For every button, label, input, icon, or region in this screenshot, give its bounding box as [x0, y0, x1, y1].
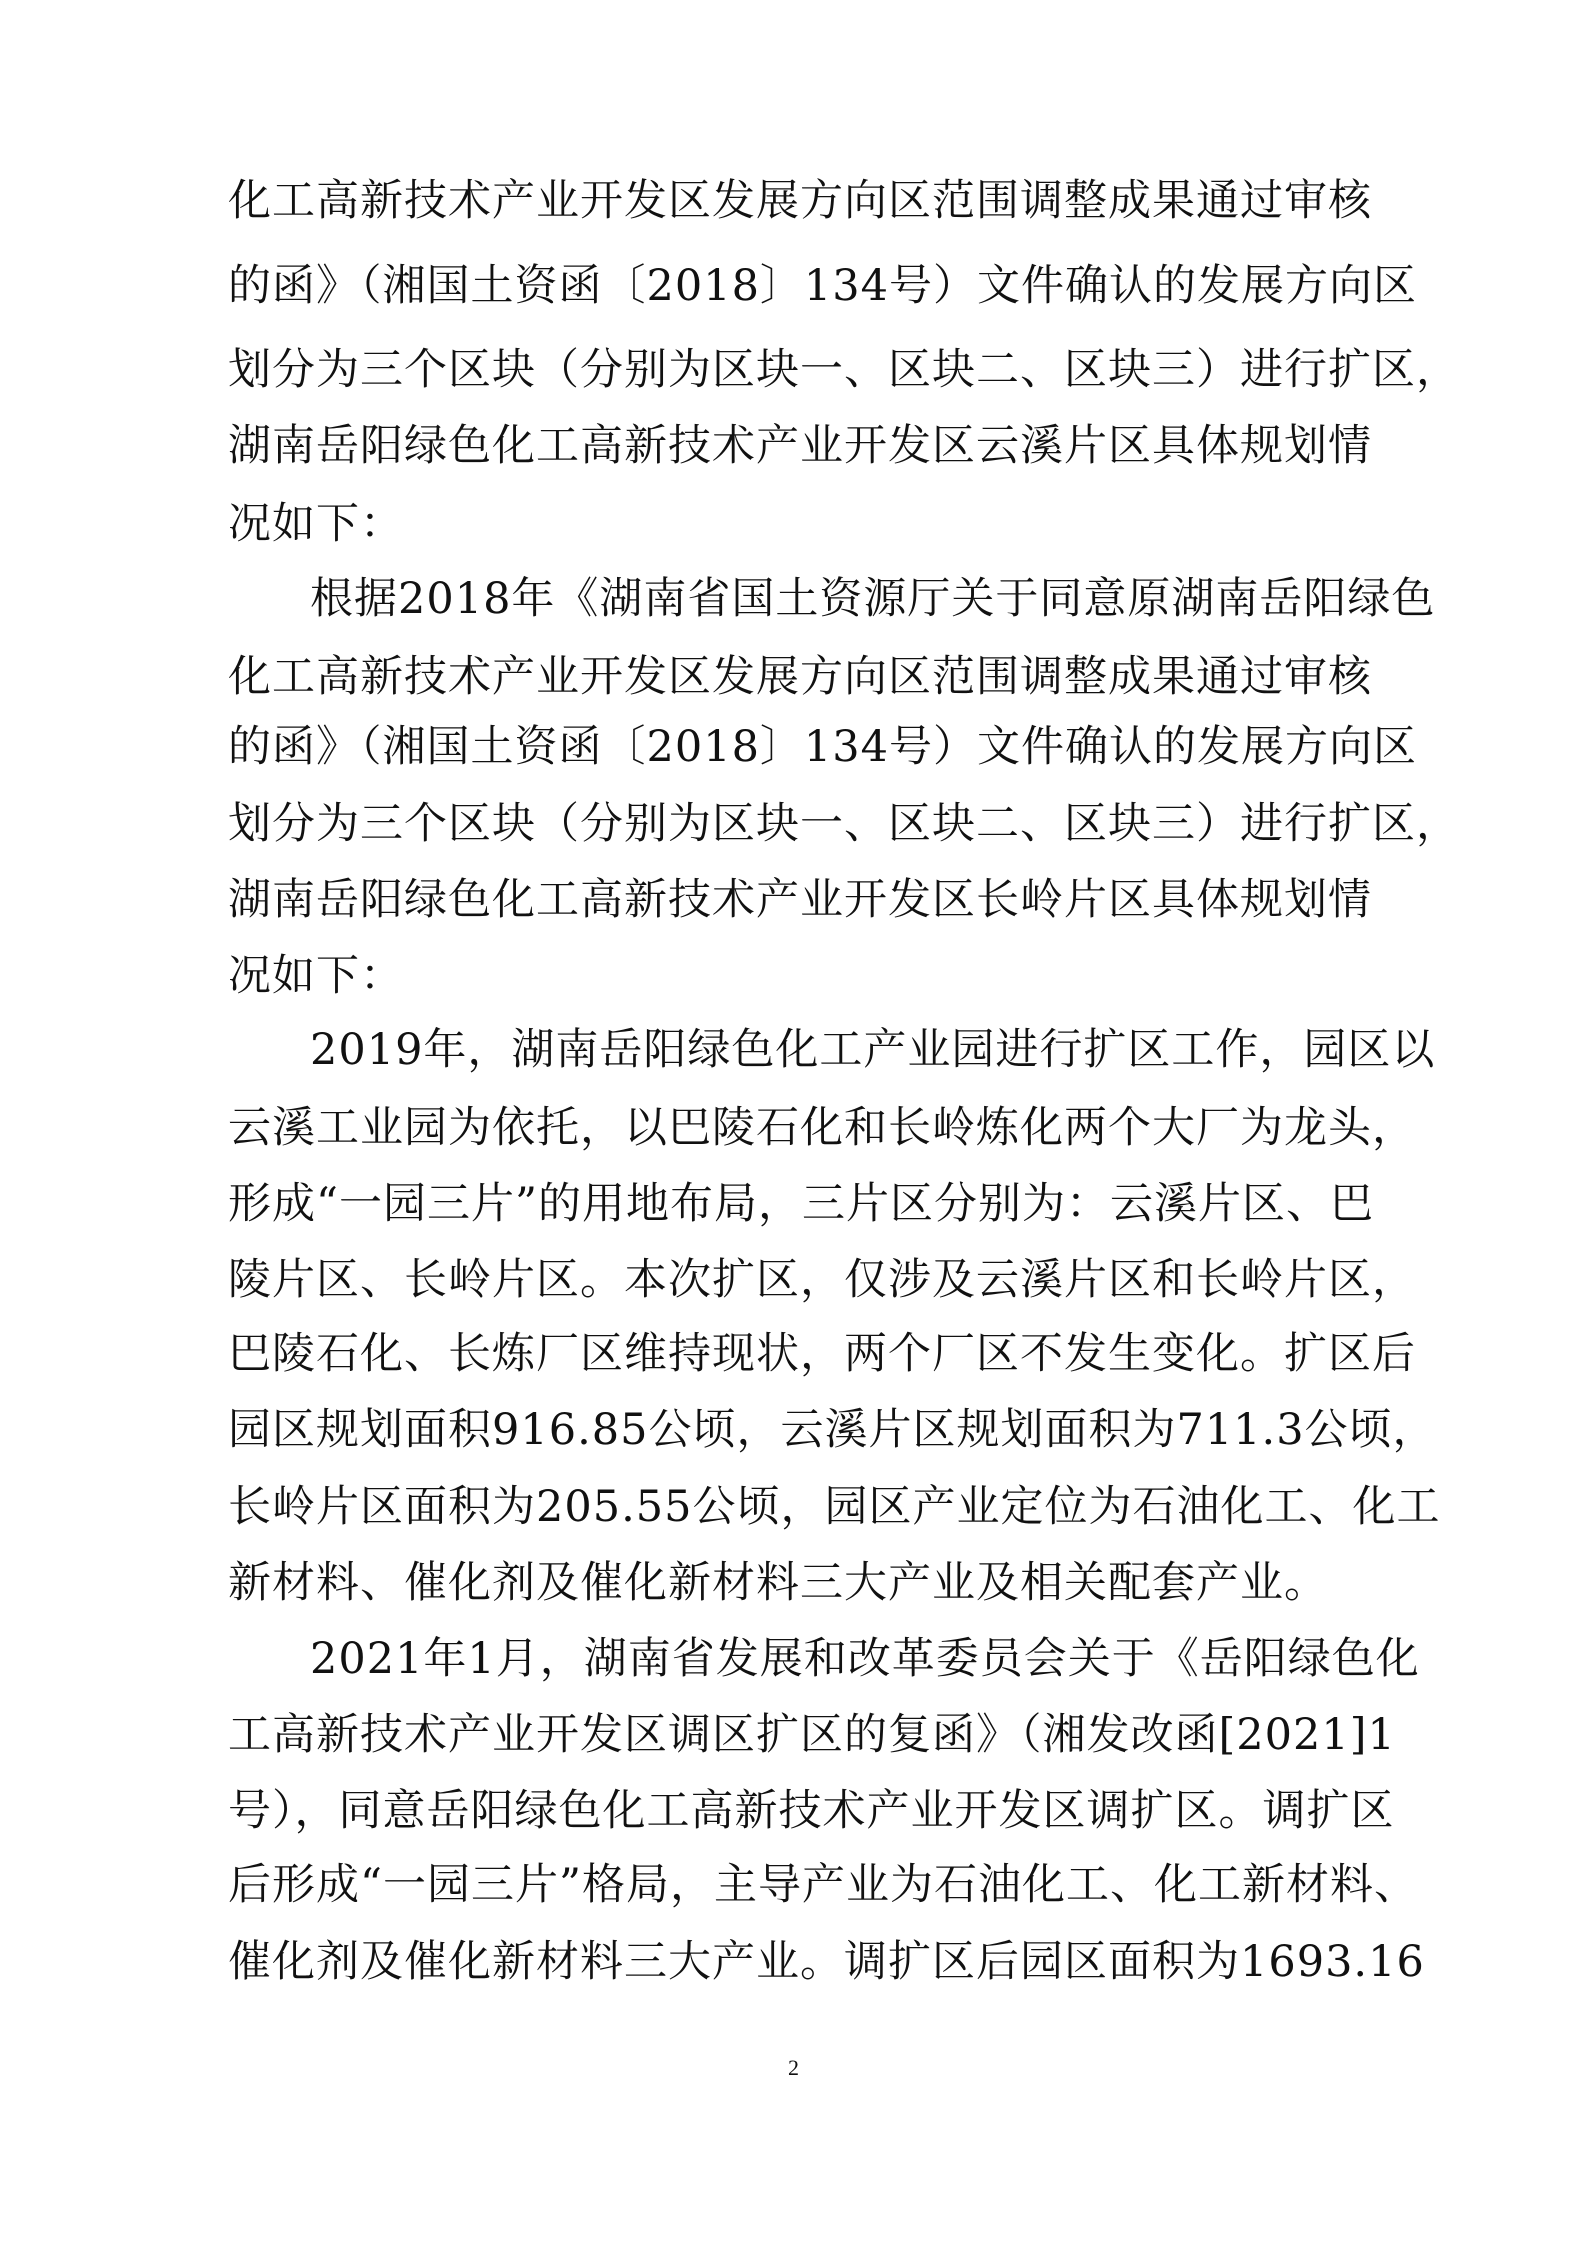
text-line: 况如下：	[228, 951, 404, 1001]
paragraph-first-line: 根据2018年《湖南省国土资源厅关于同意原湖南岳阳绿色	[310, 574, 1436, 624]
text-line: 的函》（湘国土资函〔2018〕134号）文件确认的发展方向区	[228, 261, 1418, 311]
text-line: 划分为三个区块（分别为区块一、区块二、区块三）进行扩区，	[228, 799, 1460, 849]
text-line: 湖南岳阳绿色化工高新技术产业开发区长岭片区具体规划情	[228, 875, 1372, 925]
text-line: 云溪工业园为依托，以巴陵石化和长岭炼化两个大厂为龙头，	[228, 1103, 1416, 1153]
paragraph-first-line: 2019年，湖南岳阳绿色化工产业园进行扩区工作，园区以	[310, 1025, 1436, 1075]
text-line: 长岭片区面积为205.55公顷，园区产业定位为石油化工、化工	[228, 1482, 1441, 1532]
text-line: 形成“一园三片”的用地布局，三片区分别为：云溪片区、巴	[228, 1179, 1374, 1229]
text-line: 催化剂及催化新材料三大产业。调扩区后园区面积为1693.16	[228, 1937, 1425, 1987]
text-line: 的函》（湘国土资函〔2018〕134号）文件确认的发展方向区	[228, 722, 1418, 772]
text-line: 陵片区、长岭片区。本次扩区，仅涉及云溪片区和长岭片区，	[228, 1255, 1416, 1305]
text-line: 况如下：	[228, 499, 404, 549]
text-line: 号），同意岳阳绿色化工高新技术产业开发区调扩区。调扩区	[228, 1786, 1395, 1836]
page-number: 2	[788, 2055, 799, 2080]
text-line: 化工高新技术产业开发区发展方向区范围调整成果通过审核	[228, 176, 1372, 226]
text-line: 工高新技术产业开发区调区扩区的复函》（湘发改函[2021]1	[228, 1710, 1396, 1760]
text-line: 新材料、催化剂及催化新材料三大产业及相关配套产业。	[228, 1558, 1328, 1608]
text-line: 后形成“一园三片”格局，主导产业为石油化工、化工新材料、	[228, 1860, 1418, 1910]
text-line: 化工高新技术产业开发区发展方向区范围调整成果通过审核	[228, 652, 1372, 702]
text-line: 园区规划面积916.85公顷，云溪片区规划面积为711.3公顷，	[228, 1405, 1437, 1455]
text-line: 巴陵石化、长炼厂区维持现状，两个厂区不发生变化。扩区后	[228, 1329, 1416, 1379]
text-line: 划分为三个区块（分别为区块一、区块二、区块三）进行扩区，	[228, 345, 1460, 395]
paragraph-first-line: 2021年1月，湖南省发展和改革委员会关于《岳阳绿色化	[310, 1634, 1420, 1684]
text-line: 湖南岳阳绿色化工高新技术产业开发区云溪片区具体规划情	[228, 421, 1372, 471]
